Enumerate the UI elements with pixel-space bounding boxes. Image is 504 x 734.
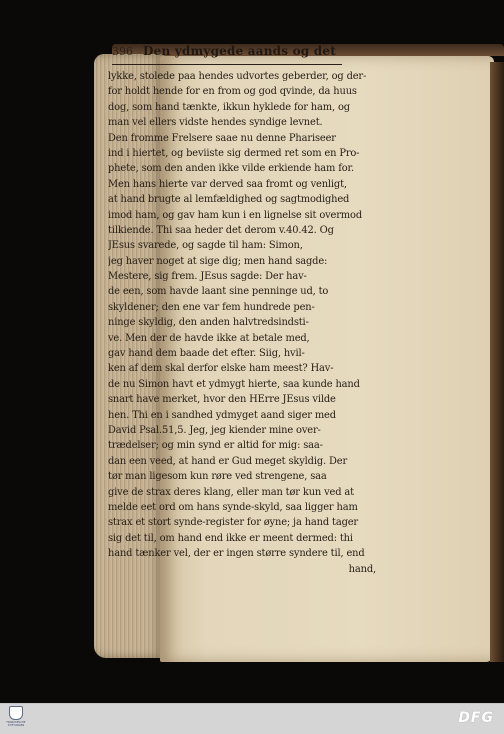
catchword: hand, xyxy=(348,563,376,575)
text-line: at hand brugte al lemfældighed og sagtmodighed xyxy=(108,194,350,206)
text-line: de een, som havde laant sine penninge ud, to xyxy=(108,286,329,298)
text-line: give de strax deres klang, eller man tør kun ved at xyxy=(108,486,354,498)
page-number: 396 xyxy=(112,45,133,58)
text-line: gav hand dem baade det efter. Siig, hvil- xyxy=(108,348,305,360)
text-line: imod ham, og gav ham kun i en lignelse sit overmod xyxy=(108,209,362,221)
text-line: dog, som hand tænkte, ikkun hyklede for ham, og xyxy=(108,101,350,113)
library-logo-label: FRANCKESCHE STIFTUNGEN xyxy=(6,721,26,727)
page-right-shadow xyxy=(490,62,504,662)
text-line: ve. Men der de havde ikke at betale med, xyxy=(108,332,310,344)
text-line: man vel ellers vidste hendes syndige levnet. xyxy=(108,117,323,129)
text-line: ind i hiertet, og beviiste sig dermed ret som en Pro- xyxy=(108,147,360,159)
text-line: trædelser; og min synd er altid for mig: saa- xyxy=(108,440,323,452)
text-line: Mestere, sig frem. JEsus sagde: Der hav- xyxy=(108,271,307,283)
text-line: tør man ligesom kun røre ved strengene, saa xyxy=(108,471,327,483)
text-line: snart have merket, hvor den HErre JEsus vilde xyxy=(108,394,336,406)
text-line: strax et stort synde-register for øyne; ja hand tager xyxy=(108,517,359,529)
library-logo xyxy=(4,706,28,732)
text-line: David Psal.51,5. Jeg, jeg kiender mine over- xyxy=(108,424,321,436)
text-line: ken af dem skal derfor elske ham meest? Hav- xyxy=(108,363,334,375)
text-line: JEsus svarede, og sagde til ham: Simon, xyxy=(108,240,303,252)
footer-bar xyxy=(0,703,504,734)
running-head: Den ydmygede aands og det xyxy=(143,44,336,58)
text-line: Men hans hierte var derved saa fromt og venligt, xyxy=(108,178,347,190)
text-line: phete, som den anden ikke vilde erkiende ham for. xyxy=(108,163,355,175)
text-line: ninge skyldig, den anden halvtredsindsti- xyxy=(108,317,309,329)
dfg-logo: DFG xyxy=(458,710,494,726)
text-line: hen. Thi en i sandhed ydmyget aand siger med xyxy=(108,409,336,421)
text-line: for holdt hende for en from og god qvinde, da huus xyxy=(108,86,357,98)
body-text xyxy=(108,69,384,577)
crest-icon xyxy=(9,706,23,720)
text-line: dan een veed, at hand er Gud meget skyldig. Der xyxy=(108,455,348,467)
text-line: Den fromme Frelsere saae nu denne Phariseer xyxy=(108,132,336,144)
text-line: tilkiende. Thi saa heder det derom v.40.42. Og xyxy=(108,224,334,236)
text-line: sig det til, om hand end ikke er meent dermed: thi xyxy=(108,532,353,544)
text-line: melde eet ord om hans synde-skyld, saa ligger ham xyxy=(108,501,358,513)
text-line: de nu Simon havt et ydmygt hierte, saa kunde hand xyxy=(108,378,360,390)
text-line: skyldener; den ene var fem hundrede pen- xyxy=(108,301,315,313)
text-line: hand tænker vel, der er ingen større syndere til, end xyxy=(108,548,365,560)
page-header xyxy=(112,44,342,65)
text-line: jeg haver noget at sige dig; men hand sagde: xyxy=(108,255,328,267)
text-line: lykke, stolede paa hendes udvortes geberder, og der- xyxy=(108,71,367,82)
